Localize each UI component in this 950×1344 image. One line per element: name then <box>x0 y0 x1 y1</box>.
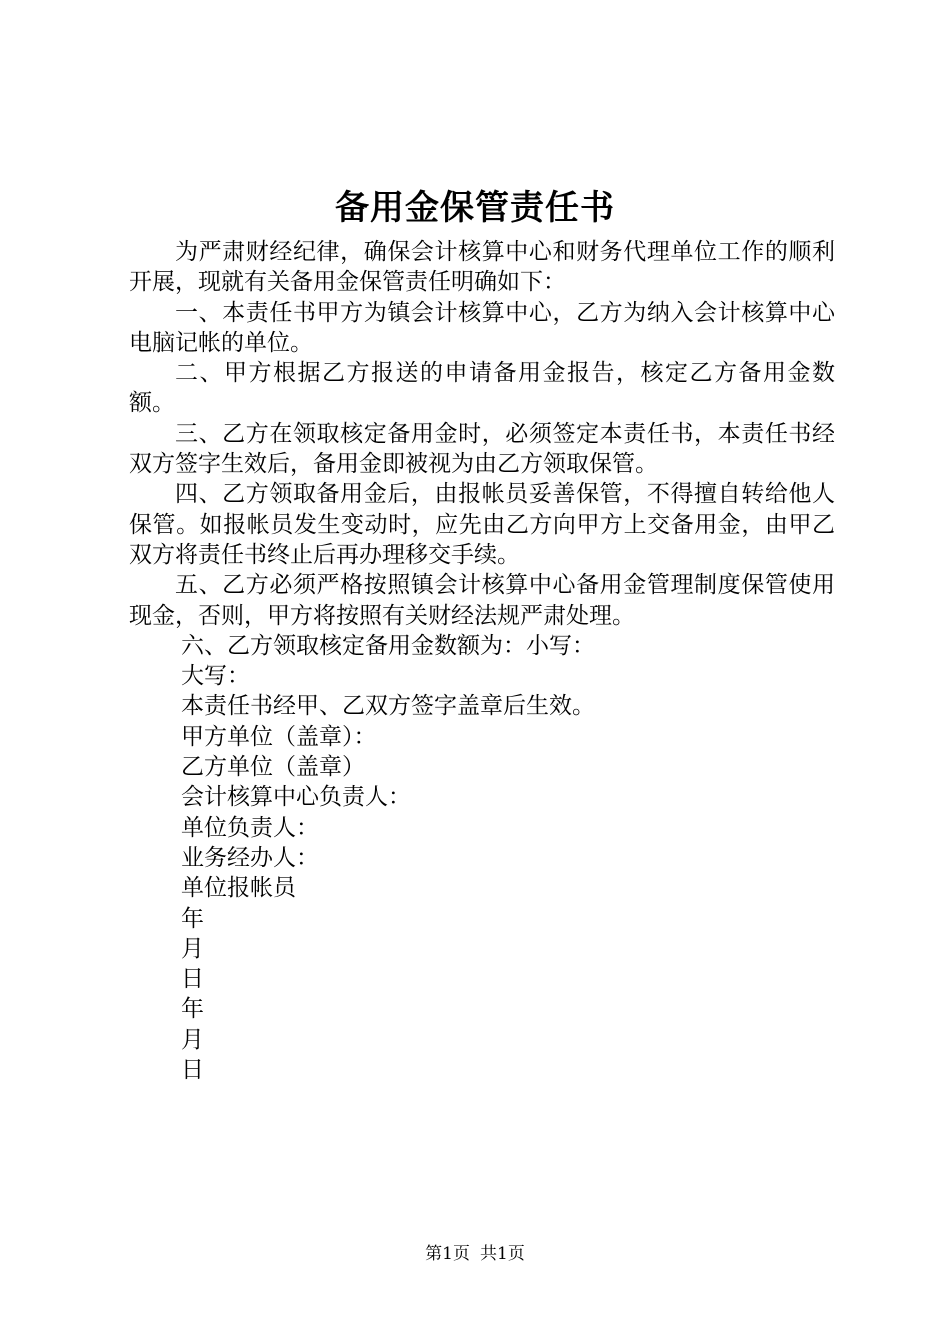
document-body <box>129 237 835 1085</box>
paragraph-intro: 为严肃财经纪律，确保会计核算中心和财务代理单位工作的顺利开展，现就有关备用金保管责任明确如下： <box>129 239 835 296</box>
amount-uppercase-label: 大写： <box>181 663 250 690</box>
party-a-seal-label: 甲方单位（盖章）： <box>181 723 377 750</box>
page-total: 共1页 <box>480 1244 525 1264</box>
unit-head-label: 单位负责人： <box>181 814 319 841</box>
page-number: 第1页 <box>425 1244 470 1264</box>
page-footer <box>0 1242 950 1266</box>
document-title: 备用金保管责任书 <box>335 188 615 228</box>
date-day-label: 日 <box>181 1057 204 1084</box>
effective-statement: 本责任书经甲、乙双方签字盖章后生效。 <box>181 693 595 720</box>
date-month-label: 月 <box>181 1026 204 1053</box>
paragraph-clause-2: 二、甲方根据乙方报送的申请备用金报告，核定乙方备用金数额。 <box>129 360 835 417</box>
clause-6-amount-lowercase: 六、乙方领取核定备用金数额为：小写： <box>181 632 595 659</box>
date-year-label: 年 <box>181 996 204 1023</box>
date-year-label: 年 <box>181 905 204 932</box>
paragraph-clause-4: 四、乙方领取备用金后，由报帐员妥善保管，不得擅自转给他人保管。如报帐员发生变动时，应先由乙方向甲方上交备用金，由甲乙双方将责任书终止后再办理移交手续。 <box>129 481 835 568</box>
date-month-label: 月 <box>181 935 204 962</box>
paragraph-clause-3: 三、乙方在领取核定备用金时，必须签定本责任书，本责任书经双方签字生效后，备用金即被视为由乙方领取保管。 <box>129 420 835 478</box>
unit-reimbursement-clerk-label: 单位报帐员 <box>181 875 296 902</box>
date-day-label: 日 <box>181 966 204 993</box>
paragraph-clause-5: 五、乙方必须严格按照镇会计核算中心备用金管理制度保管使用现金，否则，甲方将按照有关财经法规严肃处理。 <box>129 572 835 629</box>
business-handler-label: 业务经办人： <box>181 844 319 871</box>
paragraph-clause-1: 一、本责任书甲方为镇会计核算中心，乙方为纳入会计核算中心电脑记帐的单位。 <box>129 299 835 356</box>
accounting-center-head-label: 会计核算中心负责人： <box>181 784 411 811</box>
party-b-seal-label: 乙方单位（盖章） <box>181 754 365 781</box>
